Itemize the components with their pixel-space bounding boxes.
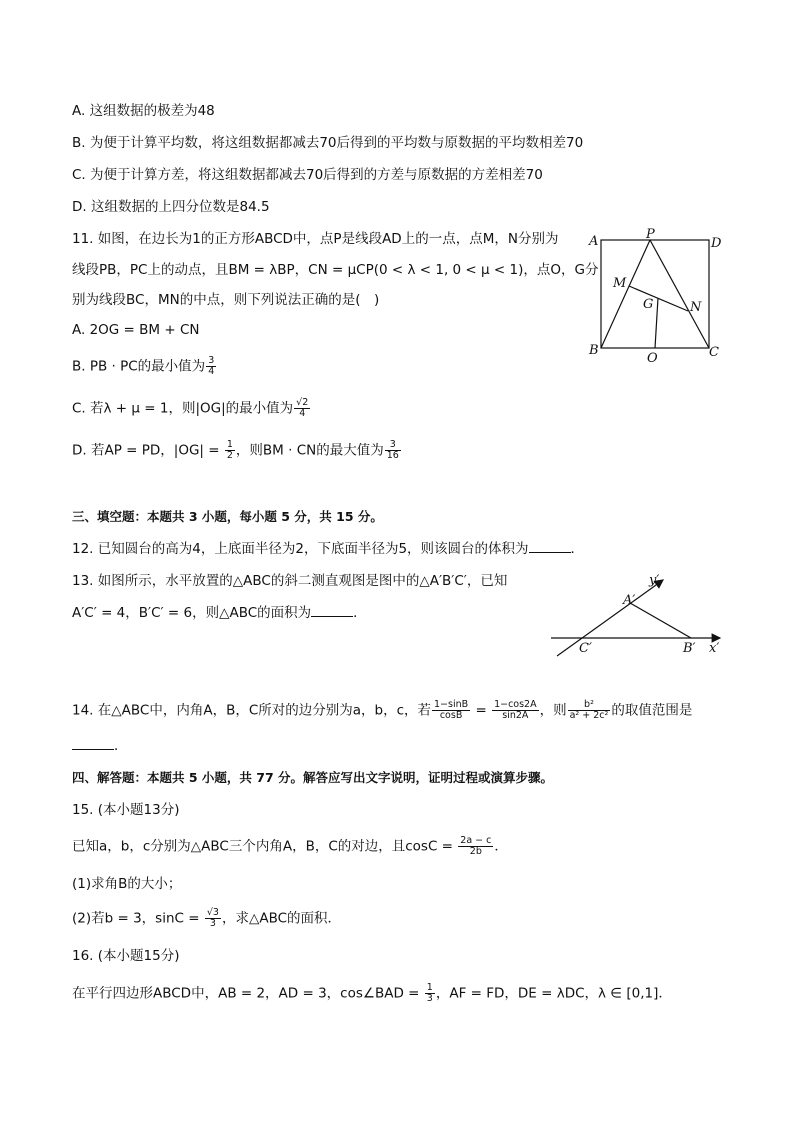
section-3-heading: 三、填空题：本题共 3 小题，每小题 5 分，共 15 分。 xyxy=(72,509,383,524)
q12: 12. 已知圆台的高为4，上底面半径为2，下底面半径为5，则该圆台的体积为 ． xyxy=(72,541,585,557)
q16-stem-post: ，AF = FD，DE = λDC，λ ∈ [0,1]． xyxy=(435,985,672,1002)
label-x-prime: x′ xyxy=(709,641,720,656)
frac-numerator: √3 xyxy=(206,907,219,918)
q14-equals: = xyxy=(471,702,492,719)
answer-blank xyxy=(311,615,353,617)
frac-denominator: 16 xyxy=(386,450,399,461)
q16-fraction xyxy=(425,983,435,1004)
frac-numerator: 1 xyxy=(426,982,433,993)
frac-numerator: b² xyxy=(568,700,611,711)
q11-square-figure xyxy=(584,226,734,366)
q10-option-d: D. 这组数据的上四分位数是84.5 xyxy=(72,199,270,215)
q10-option-b: B. 为便于计算平均数，将这组数据都减去70后得到的平均数与原数据的平均数相差70 xyxy=(72,135,584,151)
frac-denominator: 3 xyxy=(209,918,216,929)
q10-option-a: A. 这组数据的极差为48 xyxy=(72,103,215,119)
label-m: M xyxy=(613,276,627,291)
frac-denominator: 3 xyxy=(426,993,433,1004)
frac-numerator: 1−cos2A xyxy=(494,699,537,710)
q11-option-b xyxy=(72,356,217,377)
frac-denominator: a² + 2c² xyxy=(569,710,609,721)
q11-option-d-fraction xyxy=(385,440,401,461)
q11-option-d xyxy=(72,440,402,461)
square-abcd xyxy=(601,240,709,348)
q12-text: 12. 已知圆台的高为4，上底面半径为2，下底面半径为5，则该圆台的体积为 xyxy=(72,541,529,557)
answer-blank xyxy=(72,748,114,750)
label-c-prime: C′ xyxy=(579,641,592,656)
frac-denominator: sin2A xyxy=(502,710,529,721)
label-a-prime: A′ xyxy=(623,593,636,608)
label-p: P xyxy=(646,227,655,242)
q11-option-d-half xyxy=(225,440,235,461)
segment-pb xyxy=(601,240,650,348)
frac-numerator: 3 xyxy=(208,355,215,366)
frac-denominator: 2 xyxy=(226,450,233,461)
q11-stem-line2: 线段PB，PC上的动点，且BM = λBP，CN = μCP(0 < λ < 1, 0 < μ < 1)，点O，G分 xyxy=(72,262,599,278)
q11-option-c-text: C. 若λ + μ = 1，则|OG|的最小值为 xyxy=(72,400,294,417)
q11-option-c xyxy=(72,398,311,419)
frac-numerator: 1 xyxy=(226,439,233,450)
label-b-prime: B′ xyxy=(683,641,696,656)
q13-line1: 13. 如图所示，水平放置的△ABC的斜二测直观图是图中的△A′B′C′，已知 xyxy=(72,573,508,589)
q15-part-2-text: (2)若b = 3，sinC = xyxy=(72,910,204,927)
q16-heading: 16. (本小题15分) xyxy=(72,948,180,964)
q10-option-c: C. 为便于计算方差，将这组数据都减去70后得到的方差与原数据的方差相差70 xyxy=(72,167,543,183)
q14-fraction-2 xyxy=(492,700,539,721)
q14-fraction-1 xyxy=(432,700,470,721)
q15-part-2-post: ，求△ABC的面积． xyxy=(221,910,342,927)
q11-stem-line3: 别为线段BC，MN的中点，则下列说法正确的是( ) xyxy=(72,292,380,308)
label-a: A xyxy=(589,234,599,249)
answer-blank xyxy=(529,551,571,553)
q11-stem-line1: 11. 如图，在边长为1的正方形ABCD中，点P是线段AD上的一点，点M，N分别为 xyxy=(72,231,559,247)
q13-line2-text: A′C′ = 4，B′C′ = 6，则△ABC的面积为 xyxy=(72,605,312,621)
q15-stem-text: 已知a，b，c分别为△ABC三个内角A，B，C的对边，且cosC = xyxy=(72,838,458,855)
label-c: C xyxy=(709,345,719,360)
q15-part-1: (1)求角B的大小； xyxy=(72,876,182,892)
q13-line2: A′C′ = 4，B′C′ = 6，则△ABC的面积为 ． xyxy=(72,605,367,621)
q14 xyxy=(72,700,692,721)
q11-option-c-fraction xyxy=(294,398,310,419)
label-b: B xyxy=(589,343,599,358)
q11-option-d-mid: ，则BM · CN的最大值为 xyxy=(235,442,384,459)
y-axis xyxy=(557,580,663,656)
frac-denominator: cosB xyxy=(439,710,463,721)
frac-numerator: 2a − c xyxy=(460,835,492,846)
label-y-prime: y′ xyxy=(649,573,660,588)
label-o: O xyxy=(647,351,658,366)
q15-fraction xyxy=(458,836,493,857)
frac-denominator: 4 xyxy=(208,366,215,377)
q11-option-b-text: B. PB · PC的最小值为 xyxy=(72,358,206,375)
q11-option-a: A. 2OG = BM + CN xyxy=(72,322,200,338)
q15-part-2 xyxy=(72,908,341,929)
q16-stem-text: 在平行四边形ABCD中，AB = 2，AD = 3，cos∠BAD = xyxy=(72,985,424,1002)
frac-numerator: 3 xyxy=(385,440,401,451)
frac-numerator: √2 xyxy=(296,397,309,408)
q13-figure xyxy=(545,568,730,660)
q15-heading: 15. (本小题13分) xyxy=(72,802,180,818)
frac-denominator: 2b xyxy=(469,846,482,857)
frac-denominator: 4 xyxy=(299,408,306,419)
q14-mid: ，则 xyxy=(539,702,567,719)
q14-answer-line: ． xyxy=(72,736,128,756)
label-g: G xyxy=(643,297,654,312)
segment-a-b xyxy=(630,603,691,638)
segment-pc xyxy=(650,240,709,348)
label-n: N xyxy=(690,300,702,315)
q14-text: 14. 在△ABC中，内角A，B，C所对的边分别为a，b，c，若 xyxy=(72,702,432,719)
q15-stem: 已知a，b，c分别为△ABC三个内角A，B，C的对边，且cosC = $\frac{2a - c}{2b}$ ． xyxy=(72,835,508,857)
q14-post: 的取值范围是 xyxy=(611,702,693,719)
q11-option-d-text: D. 若AP = PD，|OG| = xyxy=(72,442,224,459)
q14-fraction-3 xyxy=(568,700,611,721)
section-4-heading: 四、解答题：本题共 5 小题，共 77 分。解答应写出文字说明，证明过程或演算步骤。 xyxy=(72,770,554,785)
q15-part-2-fraction xyxy=(205,908,221,929)
frac-numerator: 1−sinB xyxy=(434,699,469,710)
label-d: D xyxy=(711,236,722,251)
q16-stem xyxy=(72,983,672,1004)
q11-option-b-fraction xyxy=(206,356,216,377)
segment-og xyxy=(655,298,658,348)
